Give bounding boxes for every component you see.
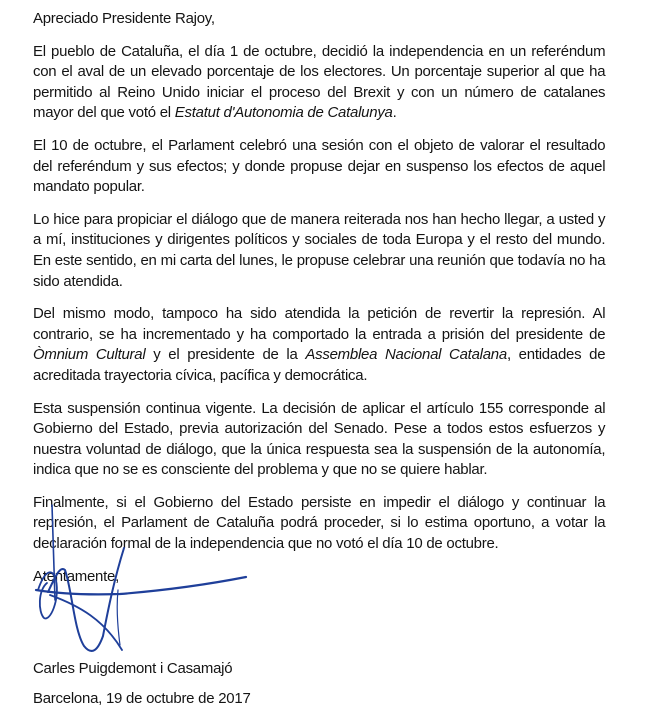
organization-name: Òmnium Cultural	[33, 346, 146, 364]
organization-name: Assemblea Nacional Catalana	[305, 346, 507, 364]
paragraph-dialogue	[33, 210, 605, 292]
place-date: Barcelona, 19 de octubre de 2017	[33, 689, 251, 707]
paragraph-text: Lo hice para propiciar el diálogo que de manera reiterada nos han hecho llegar, a usted y a mí, instituciones y dirigentes políticos y sociales de toda Europa y el resto del mundo. En este sentido, en mi carta del lunes, le propuse celebrar una reunión que todavía no ha sido atendida.	[33, 210, 606, 290]
salutation: Apreciado Presidente Rajoy,	[33, 10, 215, 27]
paragraph-text: y el presidente de la	[145, 346, 306, 364]
statute-title: Estatut d'Autonomia de Catalunya	[174, 104, 393, 122]
paragraph-text: Esta suspensión continua vigente. La decisión de aplicar el artículo 155 corresponde al Gobierno del Estado, previa autorización del Senado. Pese a todos estos esfuerzos y nuestra voluntad de diálogo, que la única respuesta sea la suspensión de la autonomía, indica que no se es consciente del problema y que no se quiere hablar.	[33, 399, 606, 479]
paragraph-text: El pueblo de Cataluña, el día 1 de octubre, decidió la independencia en un referéndum con el aval de un elevado porcentaje de los electores. Un porcentaje superior al que ha permitido al Reino Unido iniciar el proceso del Brexit y con un número de catalanes mayor del que votó el	[33, 42, 606, 122]
paragraph-conclusion	[33, 493, 605, 555]
closing: Atentamente,	[33, 567, 120, 585]
paragraph-text: Finalmente, si el Gobierno del Estado persiste en impedir el diálogo y continuar la represión, el Parlament de Cataluña podrá proceder, si lo estima oportuno, a votar la declaración formal de la independencia que no votó el día 10 de octubre.	[33, 493, 606, 553]
paragraph-text: .	[392, 104, 397, 122]
paragraph-parlament-session	[33, 136, 605, 198]
signer-name: Carles Puigdemont i Casamajó	[33, 660, 233, 678]
paragraph-referendum	[33, 42, 605, 124]
letter-body	[33, 9, 605, 709]
paragraph-text: , entidades de acreditada trayectoria cívica, pacífica y democrática.	[33, 346, 606, 384]
paragraph-text: Del mismo modo, tampoco ha sido atendida la petición de revertir la represión. Al contrario, se ha incrementado y ha comportado la entrada a prisión del presidente de	[33, 305, 606, 343]
signature-space	[33, 587, 605, 659]
paragraph-suspension	[33, 399, 605, 481]
paragraph-text: El 10 de octubre, el Parlament celebró una sesión con el objeto de valorar el resultado del referéndum y sus efectos; y donde propuse dejar en suspenso los efectos de aquel mandato popular.	[33, 136, 606, 196]
paragraph-repression	[33, 304, 605, 386]
